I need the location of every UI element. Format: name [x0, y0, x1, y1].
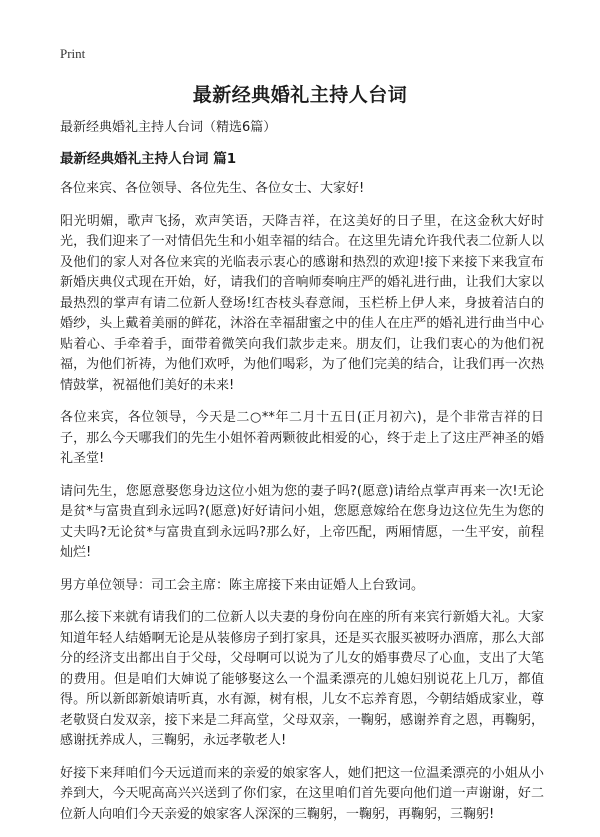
paragraph: 阳光明媚，歌声飞扬，欢声笑语，天降吉祥，在这美好的日子里，在这金秋大好时光，我们迎来了一对情侣先生和小姐幸福的结合。在这里先请允许我代表二位新人以及他们的家人对各位来宾的光临表示衷心的感谢和热烈的欢迎!接下来接下来我宣布新婚庆典仪式现在开始，好，请我们的音响师奏响庄严的婚礼进行曲，让我们大家以最热烈的掌声有请二位新人登场!红杏枝头春意闹，玉栏桥上伊人来，身披着洁白的婚纱，头上戴着美丽的鲜花，沐浴在幸福甜蜜之中的佳人在庄严的婚礼进行曲当中心贴着心、手牵着手，面带着微笑向我们款步走来。朋友们，让我们衷心的为他们祝福，为他们祈祷，为他们欢呼，为他们喝彩，为了他们完美的结合，让我们再一次热情鼓掌，祝福他们美好的未来!	[60, 213, 544, 393]
document-body	[60, 118, 544, 837]
paragraph: 男方单位领导：司工会主席：陈主席接下来由证婚人上台致词。	[60, 577, 425, 593]
document-subtitle: 最新经典婚礼主持人台词（精选6篇）	[60, 120, 277, 135]
document-title: 最新经典婚礼主持人台词	[192, 84, 408, 106]
paragraph: 各位来宾、各位领导、各位先生、各位女士、大家好!	[60, 181, 365, 196]
print-link[interactable]: Print	[60, 46, 86, 61]
paragraph: 好接下来拜咱们今天远道而来的亲爱的娘家客人，她们把这一位温柔漂亮的小姐从小养到大，今天呢高高兴兴送到了你们家，在这里咱们首先要向他们道一声谢谢，好二位新人向咱们今天亲爱的娘家客人深深的三鞠躬，一鞠躬，再鞠躬，三鞠躬!	[60, 765, 544, 822]
section-heading: 最新经典婚礼主持人台词 篇1	[60, 150, 237, 167]
paragraph: 请问先生，您愿意娶您身边这位小姐为您的妻子吗?(愿意)请给点掌声再来一次!无论是贫*与富贵直到永远吗?(愿意)好好请问小姐，您愿意嫁给在您身边这位先生为您的丈夫吗?无论贫*与富贵直到永远吗?那么好，上帝匹配，两厢情愿，一生平安，前程灿烂!	[60, 483, 544, 560]
paragraph: 那么接下来就有请我们的二位新人以夫妻的身份向在座的所有来宾行新婚大礼。大家知道年轻人结婚啊无论是从装修房子到打家具，还是买衣服买被呀办酒席，那么大部分的经济支出都出自于父母，父母啊可以说为了儿女的婚事费尽了心血，支出了大笔的费用。但是咱们大婶说了能够娶这么一个温柔漂亮的儿媳妇别说花上几万，都值得。所以新郎新娘请听真，水有源，树有根，儿女不忘养育恩，今朝结婚成家业，尊老敬贤白发双亲，接下来是二拜高堂，父母双亲，一鞠躬，感谢养育之恩，再鞠躬，感谢抚养成人，三鞠躬，永远孝敬老人!	[60, 610, 544, 748]
paragraph: 各位来宾，各位领导，今天是二○**年二月十五日(正月初六)，是个非常吉祥的日子，那么今天哪我们的先生小姐怀着两颗彼此相爱的心，终于走上了这庄严神圣的婚礼圣堂!	[60, 410, 544, 466]
